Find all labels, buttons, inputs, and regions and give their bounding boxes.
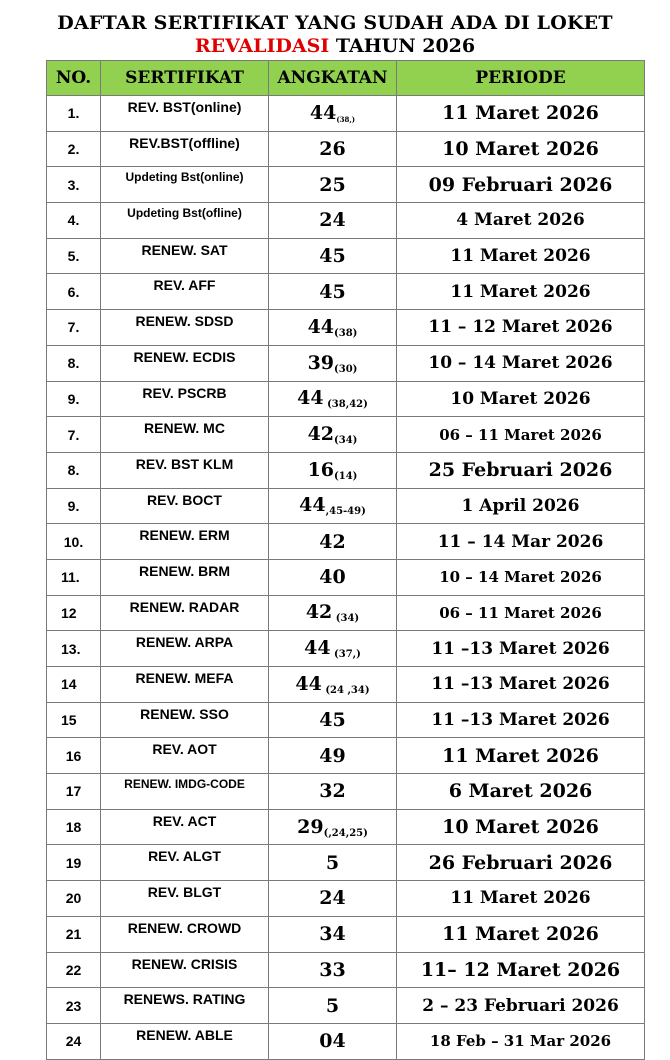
cell-periode: 11 Maret 2026 xyxy=(397,916,645,952)
table-row xyxy=(47,452,645,488)
angkatan-value: 44 xyxy=(295,672,322,695)
angkatan-value: 26 xyxy=(319,138,346,161)
angkatan-value: 42 xyxy=(305,601,333,624)
cell-periode: 11 Maret 2026 xyxy=(397,738,645,774)
angkatan-note: (38) xyxy=(334,327,358,339)
cell-no: 9. xyxy=(47,488,101,524)
cell-angkatan xyxy=(269,96,397,132)
cell-angkatan xyxy=(269,595,397,631)
cell-periode: 26 Februari 2026 xyxy=(397,845,645,881)
angkatan-value: 42 xyxy=(319,530,346,553)
title-year: TAHUN 2026 xyxy=(335,35,476,57)
cell-angkatan xyxy=(269,881,397,917)
cell-sertifikat: REV. AOT xyxy=(101,738,269,774)
table-row xyxy=(47,96,645,132)
angkatan-note: (34) xyxy=(334,435,358,447)
cell-periode: 11 –13 Maret 2026 xyxy=(397,702,645,738)
cell-no: 8. xyxy=(47,452,101,488)
angkatan-value: 49 xyxy=(319,744,346,767)
cell-periode: 1 April 2026 xyxy=(397,488,645,524)
cell-angkatan xyxy=(269,345,397,381)
cell-no: 16 xyxy=(47,738,101,774)
cell-sertifikat: RENEW. MC xyxy=(101,417,269,453)
cell-no: 5. xyxy=(47,238,101,274)
cell-sertifikat: RENEW. IMDG-CODE xyxy=(101,774,269,810)
angkatan-value: 29 xyxy=(297,815,324,838)
table-row xyxy=(47,952,645,988)
cell-no: 14 xyxy=(47,667,101,703)
cell-periode: 11 – 12 Maret 2026 xyxy=(397,310,645,346)
cell-no: 19 xyxy=(47,845,101,881)
cell-sertifikat: REV. BST(online) xyxy=(101,96,269,132)
cell-sertifikat: RENEW. ERM xyxy=(101,524,269,560)
table-row xyxy=(47,595,645,631)
table-header-row xyxy=(47,61,645,96)
cell-no: 24 xyxy=(47,1023,101,1059)
cell-no: 18 xyxy=(47,809,101,845)
cell-angkatan xyxy=(269,417,397,453)
angkatan-note: (24 ,34) xyxy=(321,684,370,696)
certificate-table xyxy=(46,60,645,1060)
document-title xyxy=(0,11,670,57)
cell-angkatan xyxy=(269,238,397,274)
cell-periode: 10 – 14 Maret 2026 xyxy=(397,345,645,381)
cell-angkatan xyxy=(269,809,397,845)
angkatan-value: 44 xyxy=(297,387,324,410)
cell-sertifikat: RENEW. CROWD xyxy=(101,916,269,952)
cell-angkatan xyxy=(269,488,397,524)
angkatan-value: 45 xyxy=(319,245,346,268)
angkatan-value: 44 xyxy=(309,102,337,125)
angkatan-value: 24 xyxy=(319,887,346,910)
cell-sertifikat: REV. ALGT xyxy=(101,845,269,881)
cell-sertifikat: Updeting Bst(ofline) xyxy=(101,203,269,239)
angkatan-value: 24 xyxy=(319,209,346,232)
angkatan-note: ,45-49) xyxy=(325,506,366,518)
angkatan-value: 42 xyxy=(307,423,335,446)
cell-no: 8. xyxy=(47,345,101,381)
table-row xyxy=(47,559,645,595)
cell-periode: 10 Maret 2026 xyxy=(397,381,645,417)
cell-angkatan xyxy=(269,631,397,667)
table-row xyxy=(47,845,645,881)
cell-periode: 2 – 23 Februari 2026 xyxy=(397,988,645,1024)
cell-angkatan xyxy=(269,738,397,774)
cell-no: 3. xyxy=(47,167,101,203)
title-revalidasi: REVALIDASI xyxy=(194,35,330,57)
cell-no: 6. xyxy=(47,274,101,310)
cell-no: 15 xyxy=(47,702,101,738)
cell-no: 1. xyxy=(47,96,101,132)
cell-angkatan xyxy=(269,167,397,203)
angkatan-value: 45 xyxy=(319,709,346,732)
cell-periode: 11– 12 Maret 2026 xyxy=(397,952,645,988)
table-row xyxy=(47,488,645,524)
cell-sertifikat: REV. ACT xyxy=(101,809,269,845)
cell-no: 7. xyxy=(47,310,101,346)
cell-periode: 6 Maret 2026 xyxy=(397,774,645,810)
cell-periode: 25 Februari 2026 xyxy=(397,452,645,488)
cell-periode: 11 –13 Maret 2026 xyxy=(397,667,645,703)
cell-no: 21 xyxy=(47,916,101,952)
table-row xyxy=(47,667,645,703)
header-no: NO. xyxy=(47,61,101,96)
table-row xyxy=(47,774,645,810)
cell-periode: 18 Feb – 31 Mar 2026 xyxy=(397,1023,645,1059)
cell-no: 22 xyxy=(47,952,101,988)
cell-no: 23 xyxy=(47,988,101,1024)
cell-periode: 11 – 14 Mar 2026 xyxy=(397,524,645,560)
cell-no: 2. xyxy=(47,131,101,167)
cell-angkatan xyxy=(269,845,397,881)
cell-periode: 06 – 11 Maret 2026 xyxy=(397,595,645,631)
cell-no: 20 xyxy=(47,881,101,917)
cell-angkatan xyxy=(269,452,397,488)
cell-sertifikat: RENEW. SDSD xyxy=(101,310,269,346)
cell-periode: 10 – 14 Maret 2026 xyxy=(397,559,645,595)
cell-sertifikat: Updeting Bst(online) xyxy=(101,167,269,203)
cell-angkatan xyxy=(269,988,397,1024)
table-row xyxy=(47,524,645,560)
cell-periode: 10 Maret 2026 xyxy=(397,809,645,845)
cell-no: 12 xyxy=(47,595,101,631)
angkatan-note: (38,42) xyxy=(323,399,368,411)
cell-no: 9. xyxy=(47,381,101,417)
title-line-1: DAFTAR SERTIFIKAT YANG SUDAH ADA DI LOKET xyxy=(57,12,613,34)
table-row xyxy=(47,809,645,845)
angkatan-value: 32 xyxy=(319,780,346,803)
cell-sertifikat: RENEW. ECDIS xyxy=(101,345,269,381)
table-row xyxy=(47,131,645,167)
angkatan-value: 44 xyxy=(304,637,331,660)
cell-sertifikat: RENEW. MEFA xyxy=(101,667,269,703)
cell-periode: 06 – 11 Maret 2026 xyxy=(397,417,645,453)
cell-sertifikat: RENEW. SAT xyxy=(101,238,269,274)
cell-sertifikat: REV. BST KLM xyxy=(101,452,269,488)
cell-sertifikat: RENEWS. RATING xyxy=(101,988,269,1024)
cell-periode: 11 Maret 2026 xyxy=(397,238,645,274)
angkatan-note: (34) xyxy=(332,613,360,625)
cell-no: 4. xyxy=(47,203,101,239)
cell-sertifikat: REV. BOCT xyxy=(101,488,269,524)
cell-periode: 10 Maret 2026 xyxy=(397,131,645,167)
table-row xyxy=(47,988,645,1024)
cell-periode: 11 Maret 2026 xyxy=(397,96,645,132)
angkatan-value: 04 xyxy=(319,1030,346,1053)
cell-sertifikat: REV.BST(offline) xyxy=(101,131,269,167)
cell-sertifikat: RENEW. RADAR xyxy=(101,595,269,631)
table-row xyxy=(47,881,645,917)
angkatan-value: 33 xyxy=(319,958,346,981)
header-sertifikat: SERTIFIKAT xyxy=(101,61,269,96)
table-row xyxy=(47,203,645,239)
cell-periode: 11 Maret 2026 xyxy=(397,274,645,310)
angkatan-note: (37,) xyxy=(330,649,361,661)
table-row xyxy=(47,916,645,952)
table-row xyxy=(47,310,645,346)
angkatan-value: 39 xyxy=(307,351,335,374)
cell-sertifikat: RENEW. ARPA xyxy=(101,631,269,667)
angkatan-value: 34 xyxy=(319,923,346,946)
table-row xyxy=(47,738,645,774)
angkatan-value: 25 xyxy=(319,173,346,196)
cell-periode: 11 –13 Maret 2026 xyxy=(397,631,645,667)
angkatan-value: 16 xyxy=(307,458,335,481)
cell-sertifikat: REV. PSCRB xyxy=(101,381,269,417)
angkatan-value: 40 xyxy=(319,566,346,589)
angkatan-note: (,24,25) xyxy=(323,827,368,839)
cell-angkatan xyxy=(269,1023,397,1059)
table-row xyxy=(47,238,645,274)
angkatan-value: 44 xyxy=(299,494,326,517)
cell-periode: 09 Februari 2026 xyxy=(397,167,645,203)
angkatan-value: 5 xyxy=(325,994,340,1017)
cell-angkatan xyxy=(269,559,397,595)
angkatan-note: (14) xyxy=(334,470,358,482)
cell-angkatan xyxy=(269,524,397,560)
cell-sertifikat: RENEW. ABLE xyxy=(101,1023,269,1059)
cell-angkatan xyxy=(269,381,397,417)
cell-angkatan xyxy=(269,274,397,310)
angkatan-value: 45 xyxy=(319,280,346,303)
header-periode: PERIODE xyxy=(397,61,645,96)
title-line-2 xyxy=(0,35,670,57)
cell-periode: 11 Maret 2026 xyxy=(397,881,645,917)
angkatan-note: (30) xyxy=(334,363,358,375)
cell-no: 11. xyxy=(47,559,101,595)
angkatan-note: (38,) xyxy=(336,115,356,125)
header-angkatan: ANGKATAN xyxy=(269,61,397,96)
cell-angkatan xyxy=(269,310,397,346)
cell-angkatan xyxy=(269,131,397,167)
cell-sertifikat: REV. BLGT xyxy=(101,881,269,917)
cell-sertifikat: RENEW. CRISIS xyxy=(101,952,269,988)
cell-angkatan xyxy=(269,916,397,952)
cell-sertifikat: REV. AFF xyxy=(101,274,269,310)
table-row xyxy=(47,345,645,381)
cell-no: 7. xyxy=(47,417,101,453)
cell-angkatan xyxy=(269,702,397,738)
angkatan-value: 5 xyxy=(325,851,340,874)
cell-sertifikat: RENEW. SSO xyxy=(101,702,269,738)
table-row xyxy=(47,417,645,453)
cell-no: 13. xyxy=(47,631,101,667)
cell-angkatan xyxy=(269,952,397,988)
cell-no: 17 xyxy=(47,774,101,810)
table-row xyxy=(47,274,645,310)
table-row xyxy=(47,631,645,667)
cell-sertifikat: RENEW. BRM xyxy=(101,559,269,595)
table-row xyxy=(47,167,645,203)
cell-periode: 4 Maret 2026 xyxy=(397,203,645,239)
table-body xyxy=(47,96,645,1060)
table-row xyxy=(47,381,645,417)
angkatan-value: 44 xyxy=(307,315,335,338)
table-row xyxy=(47,702,645,738)
cell-angkatan xyxy=(269,667,397,703)
cell-no: 10. xyxy=(47,524,101,560)
cell-angkatan xyxy=(269,203,397,239)
table-row xyxy=(47,1023,645,1059)
cell-angkatan xyxy=(269,774,397,810)
